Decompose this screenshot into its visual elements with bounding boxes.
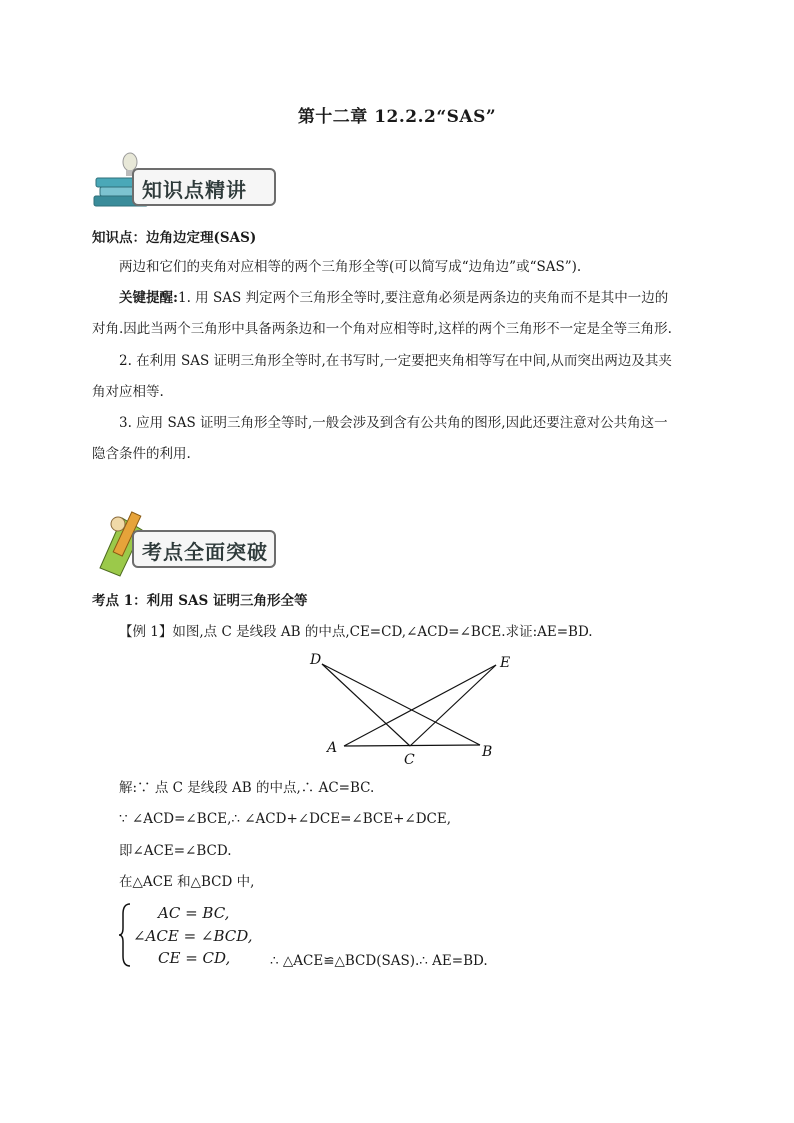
solution-line-4: 在△ACE 和△BCD 中,	[119, 874, 255, 890]
knowledge-heading: 知识点：边角边定理(SAS)	[92, 230, 257, 246]
point-label-c: C	[404, 752, 415, 768]
segment-ec	[410, 665, 496, 746]
tip-2-continued: 角对应相等.	[92, 384, 164, 400]
tip-3: 3. 应用 SAS 证明三角形全等时,一般会涉及到含有公共角的图形,因此还要注意对公共角这一	[119, 415, 668, 431]
left-brace	[118, 902, 132, 968]
system-line-3: CE = CD,	[158, 949, 231, 967]
knowledge-definition: 两边和它们的夹角对应相等的两个三角形全等(可以简写成“边角边”或“SAS”).	[119, 259, 582, 275]
point-label-a: A	[327, 740, 338, 756]
banner-title: 考点全面突破	[142, 540, 268, 564]
segment-db	[322, 664, 480, 745]
tip-1-continued: 对角.因此当两个三角形中具备两条边和一个角对应相等时,这样的两个三角形不一定是全等三角形.	[92, 321, 672, 337]
tip-1-text: 1. 用 SAS 判定两个三角形全等时,要注意角必须是两条边的夹角而不是其中一边的	[177, 290, 669, 306]
solution-line-2: ∵ ∠ACD=∠BCE,∴ ∠ACD+∠DCE=∠BCE+∠DCE,	[119, 811, 451, 827]
segment-ab	[344, 745, 480, 746]
solution-line-1: 解:∵ 点 C 是线段 AB 的中点,∴ AC=BC.	[119, 780, 375, 796]
example-statement: 【例 1】如图,点 C 是线段 AB 的中点,CE=CD,∠ACD=∠BCE.求证:AE=BD.	[119, 624, 593, 640]
conclusion: ∴ △ACE≌△BCD(SAS).∴ AE=BD.	[270, 953, 488, 969]
tip-3-continued: 隐含条件的利用.	[92, 446, 191, 462]
exam-heading: 考点 1：利用 SAS 证明三角形全等	[92, 593, 308, 609]
banner-title: 知识点精讲	[142, 178, 247, 202]
point-label-e: E	[500, 655, 511, 671]
tip-label: 关键提醒:	[119, 290, 178, 306]
system-line-2: ∠ACE = ∠BCD,	[133, 927, 253, 945]
tip-1	[119, 288, 668, 308]
point-label-b: B	[482, 744, 493, 760]
tip-2: 2. 在利用 SAS 证明三角形全等时,在书写时,一定要把夹角相等写在中间,从而突出两边及其夹	[119, 353, 672, 369]
point-label-d: D	[310, 652, 322, 668]
solution-line-3: 即∠ACE=∠BCD.	[119, 843, 232, 859]
page-title: 第十二章 12.2.2“SAS”	[297, 107, 497, 127]
section-banner-knowledge	[92, 148, 282, 218]
section-banner-exam	[92, 510, 282, 580]
geometry-figure	[300, 648, 530, 770]
system-line-1: AC = BC,	[158, 904, 230, 922]
